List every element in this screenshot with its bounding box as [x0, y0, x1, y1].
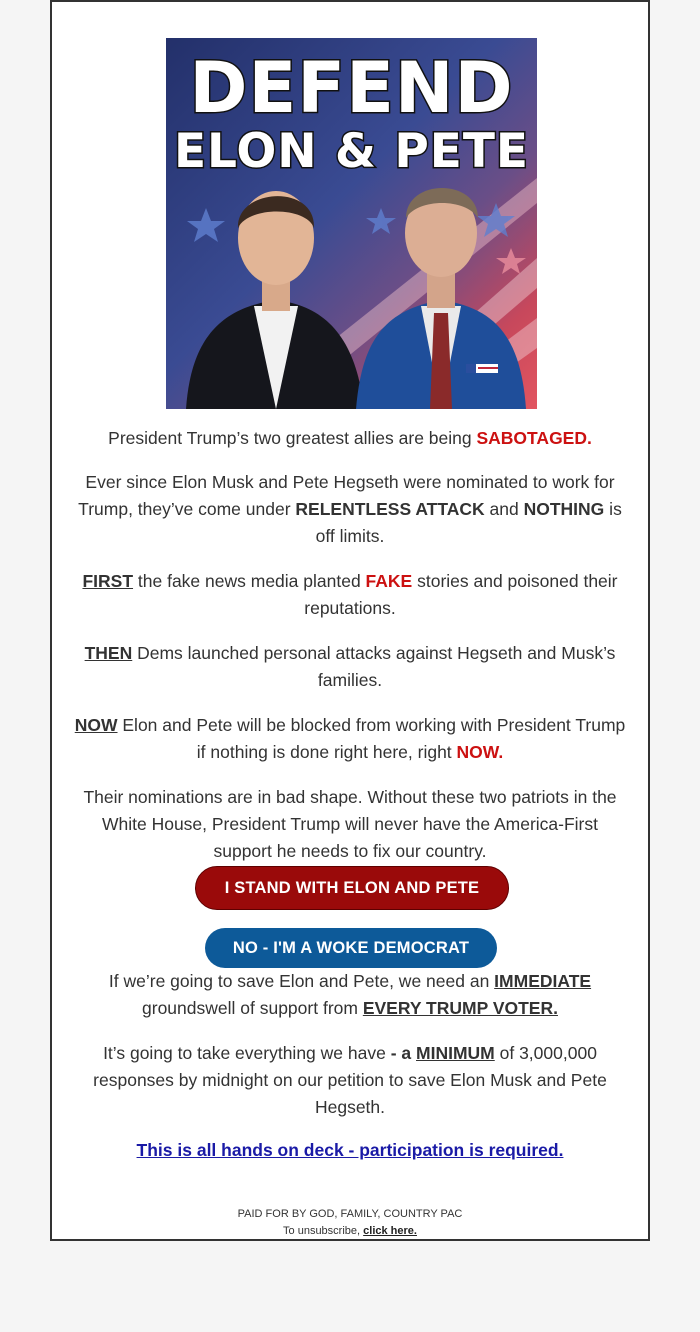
paragraph-sabotaged	[74, 425, 626, 452]
emphasis-relentless-attack: RELENTLESS ATTACK	[295, 499, 485, 519]
text: is off limits.	[315, 499, 622, 546]
emphasis-every-trump-voter: EVERY TRUMP VOTER.	[362, 998, 558, 1018]
paid-for-disclaimer: PAID FOR BY GOD, FAMILY, COUNTRY PAC	[237, 1208, 463, 1220]
paragraph-groundswell	[74, 968, 626, 1022]
text: groundswell of support from	[142, 998, 363, 1018]
hero-image[interactable]	[166, 38, 537, 409]
lead-then: THEN	[84, 643, 133, 663]
text: Ever since Elon Musk and Pete Hegseth were nominated to work for Trump, they’ve come under	[78, 472, 615, 519]
emphasis-now: NOW.	[456, 742, 504, 762]
dash-text: - a	[390, 1043, 412, 1063]
woke-democrat-button[interactable]: NO - I'M A WOKE DEMOCRAT	[205, 928, 497, 968]
all-hands-link[interactable]: This is all hands on deck - participation is required.	[136, 1140, 564, 1160]
stand-with-elon-and-pete-button[interactable]: I STAND WITH ELON AND PETE	[195, 866, 509, 910]
paragraph-attack	[74, 469, 626, 550]
text: President Trump’s two greatest allies are being	[108, 428, 477, 448]
text: Their nominations are in bad shape. Without these two patriots in the White House, President Trump will never have the America-First support he needs to fix our country.	[83, 787, 617, 861]
unsubscribe-line	[52, 1225, 648, 1237]
text: stories and poisoned their reputations.	[304, 571, 618, 618]
text: the fake news media planted	[133, 571, 366, 591]
text: Elon and Pete will be blocked from working with President Trump if nothing is done right here, right	[117, 715, 626, 762]
paragraph-first	[74, 568, 626, 622]
emphasis-sabotaged: SABOTAGED.	[476, 428, 592, 448]
unsubscribe-link[interactable]: click here.	[363, 1225, 417, 1237]
paragraph-nominations	[74, 784, 626, 865]
text: It’s going to take everything we have	[103, 1043, 391, 1063]
paragraph-minimum	[74, 1040, 626, 1121]
hero-title-line1: DEFEND	[189, 47, 514, 129]
emphasis-nothing: NOTHING	[523, 499, 605, 519]
lead-first: FIRST	[82, 571, 134, 591]
text: Dems launched personal attacks against Hegseth and Musk’s families.	[132, 643, 616, 690]
emphasis-minimum: MINIMUM	[416, 1043, 495, 1063]
text: If we’re going to save Elon and Pete, we need an	[108, 971, 495, 991]
paragraph-then	[74, 640, 626, 694]
email-card	[50, 0, 650, 1241]
lead-now: NOW	[74, 715, 118, 735]
text: of 3,000,000 responses by midnight on our petition to save Elon Musk and Pete Hegseth.	[93, 1043, 607, 1117]
unsubscribe-prefix: To unsubscribe,	[283, 1225, 364, 1237]
paragraph-now	[74, 712, 626, 766]
hero-title-line2: ELON & PETE	[173, 124, 530, 179]
emphasis-fake: FAKE	[365, 571, 413, 591]
text: and	[484, 499, 524, 519]
emphasis-immediate: IMMEDIATE	[494, 971, 592, 991]
